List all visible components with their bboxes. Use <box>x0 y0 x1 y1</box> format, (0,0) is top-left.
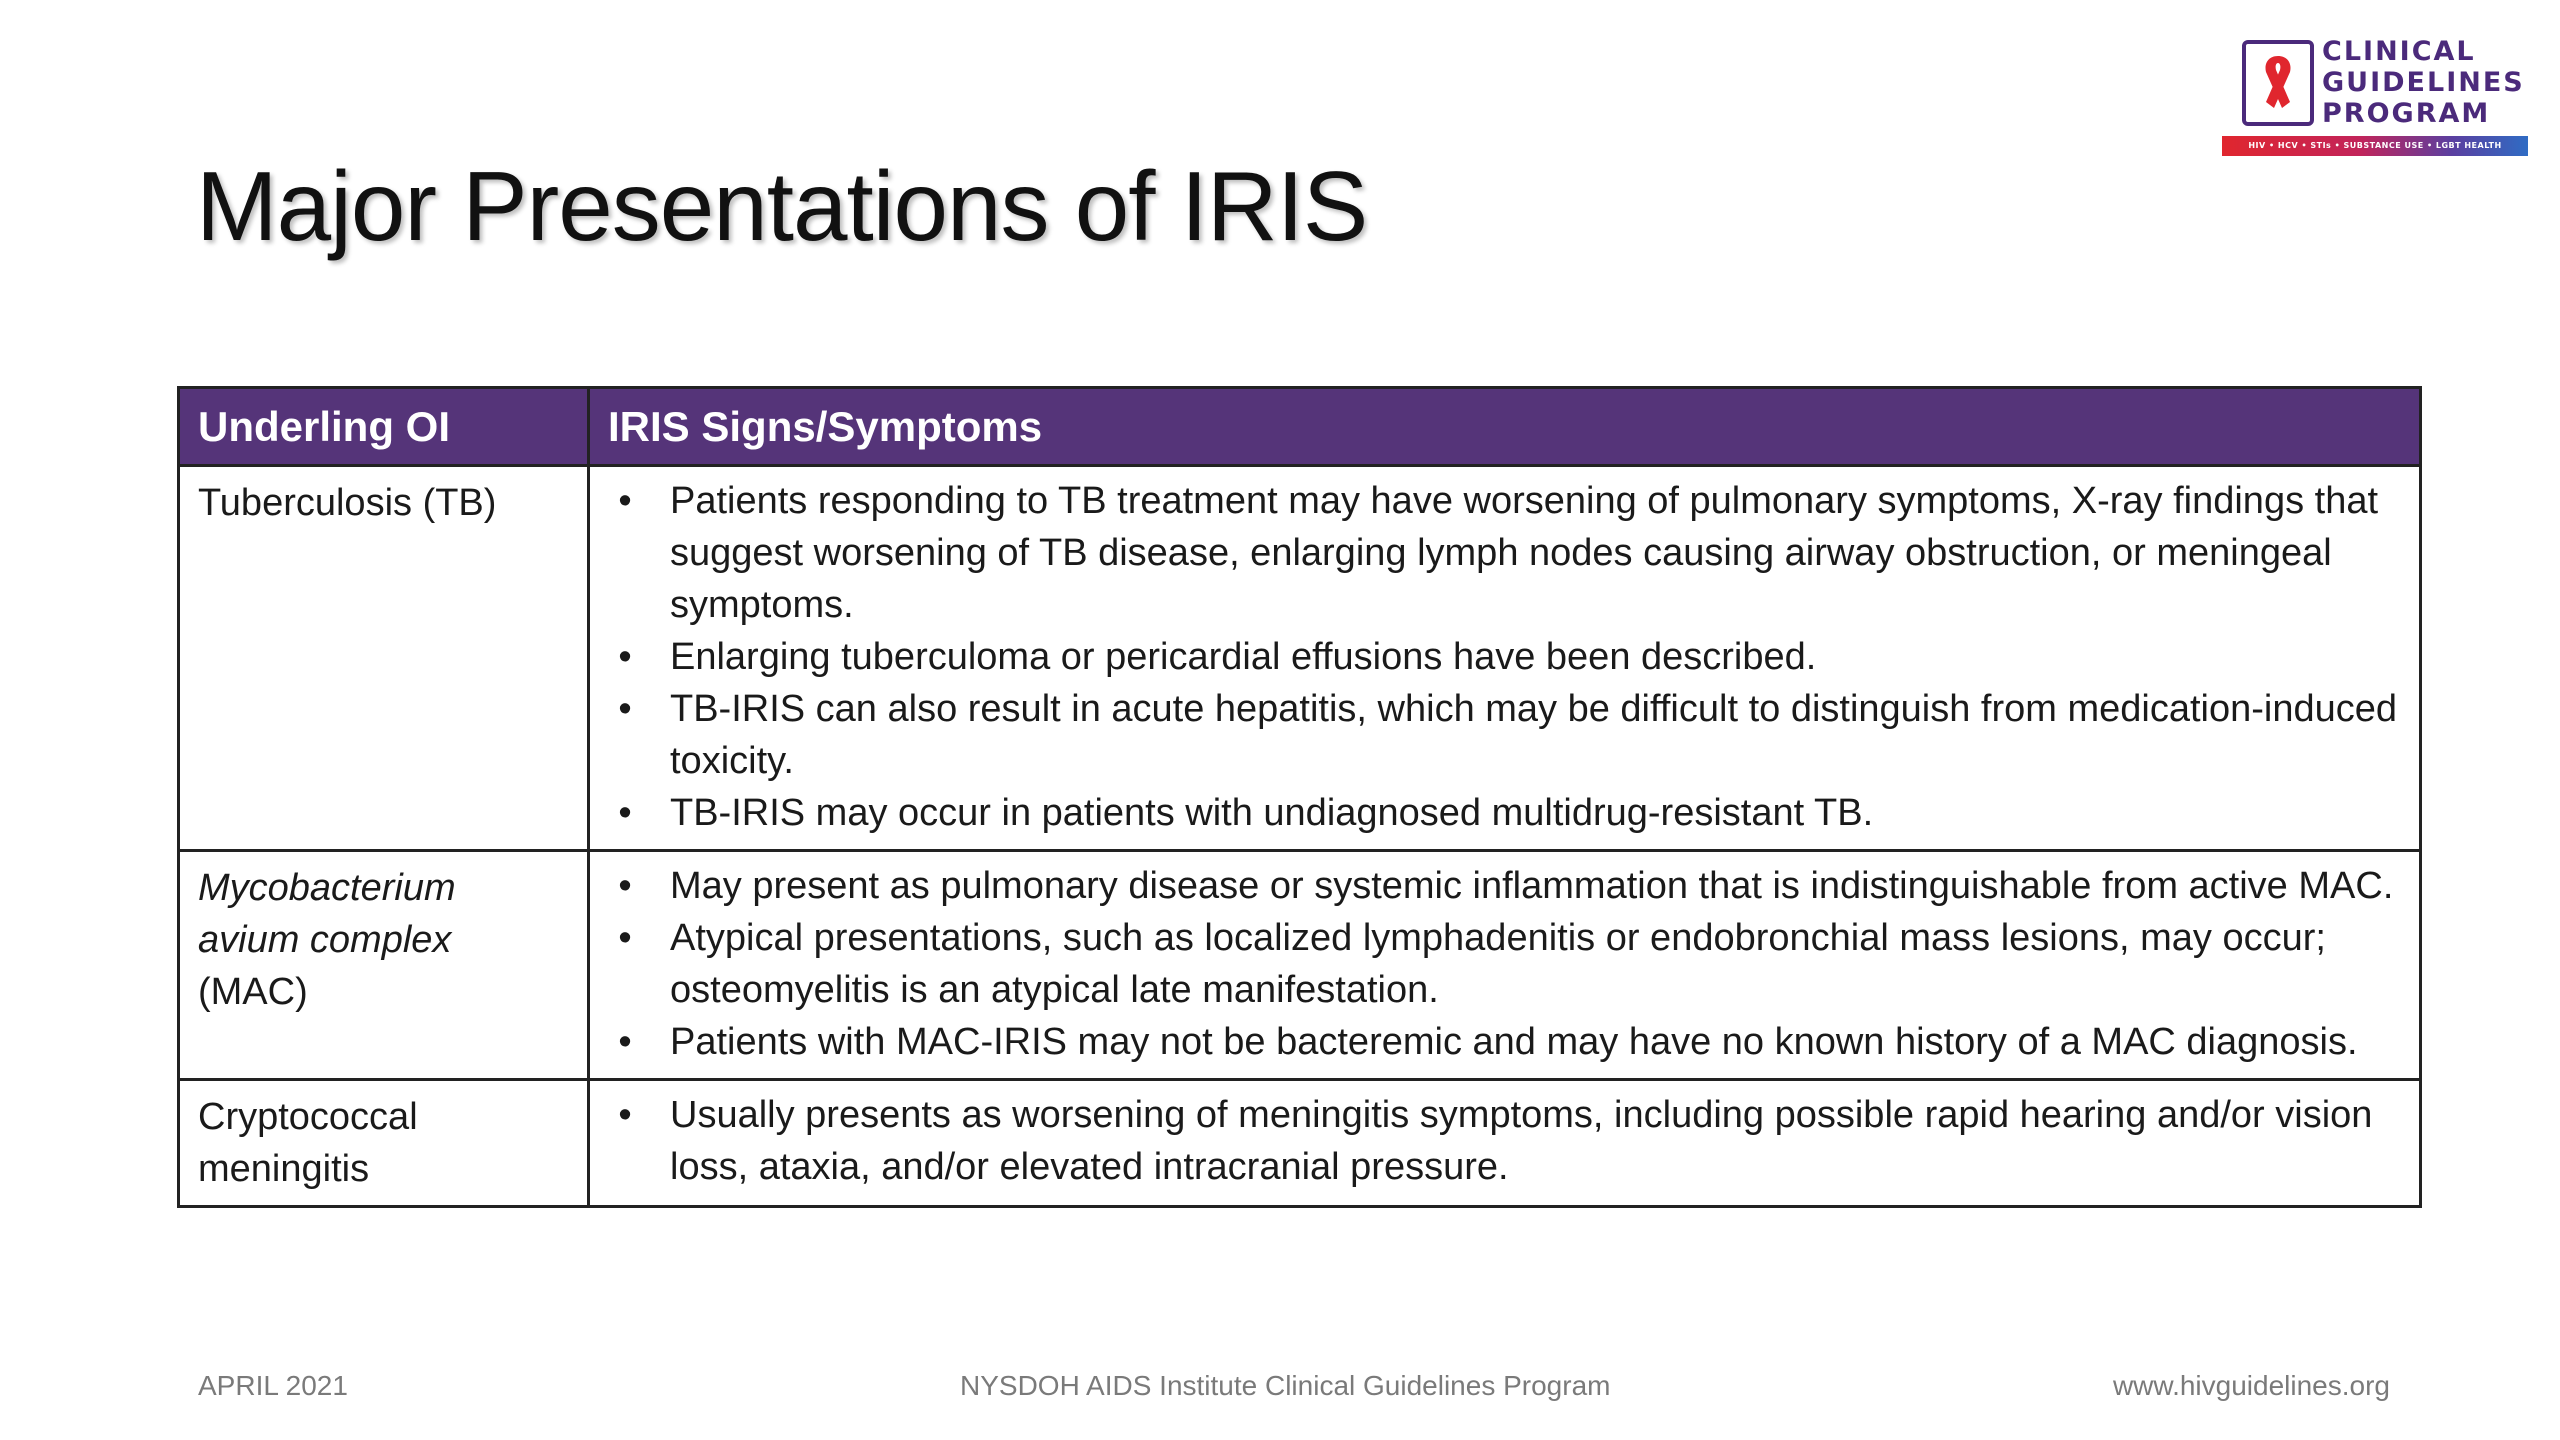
logo-wordmark <box>2322 36 2525 129</box>
oi-name-line: (MAC) <box>198 971 308 1013</box>
signs-list <box>608 475 2401 839</box>
table-row-tb <box>179 466 2421 851</box>
sign-text: TB-IRIS can also result in acute hepatitis, which may be difficult to distinguish from medication-induced toxicity. <box>670 688 2398 782</box>
bullet-icon: • <box>618 1021 632 1063</box>
bullet-icon: • <box>618 480 632 522</box>
oi-name-line: Mycobacterium <box>198 867 456 909</box>
oi-name-line: meningitis <box>198 1148 370 1190</box>
oi-cell <box>179 851 589 1080</box>
bullet-icon: • <box>618 636 632 678</box>
list-item <box>608 912 2401 1016</box>
bullet-icon: • <box>618 688 632 730</box>
table-row-mac <box>179 851 2421 1080</box>
iris-presentations-table <box>177 386 2422 1208</box>
bullet-icon: • <box>618 1094 632 1136</box>
list-item <box>608 475 2401 631</box>
oi-name-line: avium complex <box>198 919 452 961</box>
list-item <box>608 1016 2401 1068</box>
bullet-icon: • <box>618 917 632 959</box>
red-ribbon-icon <box>2254 52 2302 114</box>
signs-list <box>608 860 2401 1068</box>
table-row-cryptococcal <box>179 1080 2421 1207</box>
sign-text: Atypical presentations, such as localized lymphadenitis or endobronchial mass lesions, may occur; osteomyelitis is an atypical late manifestation. <box>670 917 2326 1011</box>
sign-text: Patients with MAC-IRIS may not be bacteremic and may have no known history of a MAC diagnosis. <box>670 1021 2358 1063</box>
oi-cell <box>179 466 589 851</box>
slide-title: Major Presentations of IRIS <box>196 151 1368 261</box>
oi-name-line: Cryptococcal <box>198 1096 418 1138</box>
list-item <box>608 860 2401 912</box>
bullet-icon: • <box>618 792 632 834</box>
bullet-icon: • <box>618 865 632 907</box>
list-item <box>608 683 2401 787</box>
logo-badge <box>2242 40 2314 126</box>
list-item <box>608 1089 2401 1193</box>
footer-program: NYSDOH AIDS Institute Clinical Guidelines Program <box>960 1370 1611 1401</box>
table-header-row <box>179 388 2421 466</box>
logo-line-guidelines: GUIDELINES <box>2322 67 2525 98</box>
sign-text: TB-IRIS may occur in patients with undiagnosed multidrug-resistant TB. <box>670 792 1874 834</box>
sign-text: Usually presents as worsening of meningitis symptoms, including possible rapid hearing and/or vision loss, ataxia, and/or elevated intracranial pressure. <box>670 1094 2373 1188</box>
clinical-guidelines-logo <box>2222 36 2532 160</box>
sign-text: Enlarging tuberculoma or pericardial effusions have been described. <box>670 636 1817 678</box>
header-iris-signs: IRIS Signs/Symptoms <box>589 388 2421 466</box>
list-item <box>608 787 2401 839</box>
footer-url: www.hivguidelines.org <box>2112 1370 2390 1401</box>
signs-cell <box>589 466 2421 851</box>
signs-cell <box>589 851 2421 1080</box>
logo-line-program: PROGRAM <box>2322 98 2491 129</box>
footer-date: APRIL 2021 <box>198 1370 348 1401</box>
logo-tagline: HIV • HCV • STIs • SUBSTANCE USE • LGBT HEALTH <box>2222 136 2528 156</box>
oi-name: Tuberculosis (TB) <box>198 482 497 524</box>
signs-cell <box>589 1080 2421 1207</box>
logo-line-clinical: CLINICAL <box>2322 36 2476 67</box>
list-item <box>608 631 2401 683</box>
sign-text: Patients responding to TB treatment may have worsening of pulmonary symptoms, X-ray findings that suggest worsening of TB disease, enlarging lymph nodes causing airway obstruction, or meningeal symptoms. <box>670 480 2379 626</box>
sign-text: May present as pulmonary disease or systemic inflammation that is indistinguishable from active MAC. <box>670 865 2394 907</box>
signs-list <box>608 1089 2401 1193</box>
header-underlying-oi: Underling OI <box>179 388 589 466</box>
oi-cell <box>179 1080 589 1207</box>
